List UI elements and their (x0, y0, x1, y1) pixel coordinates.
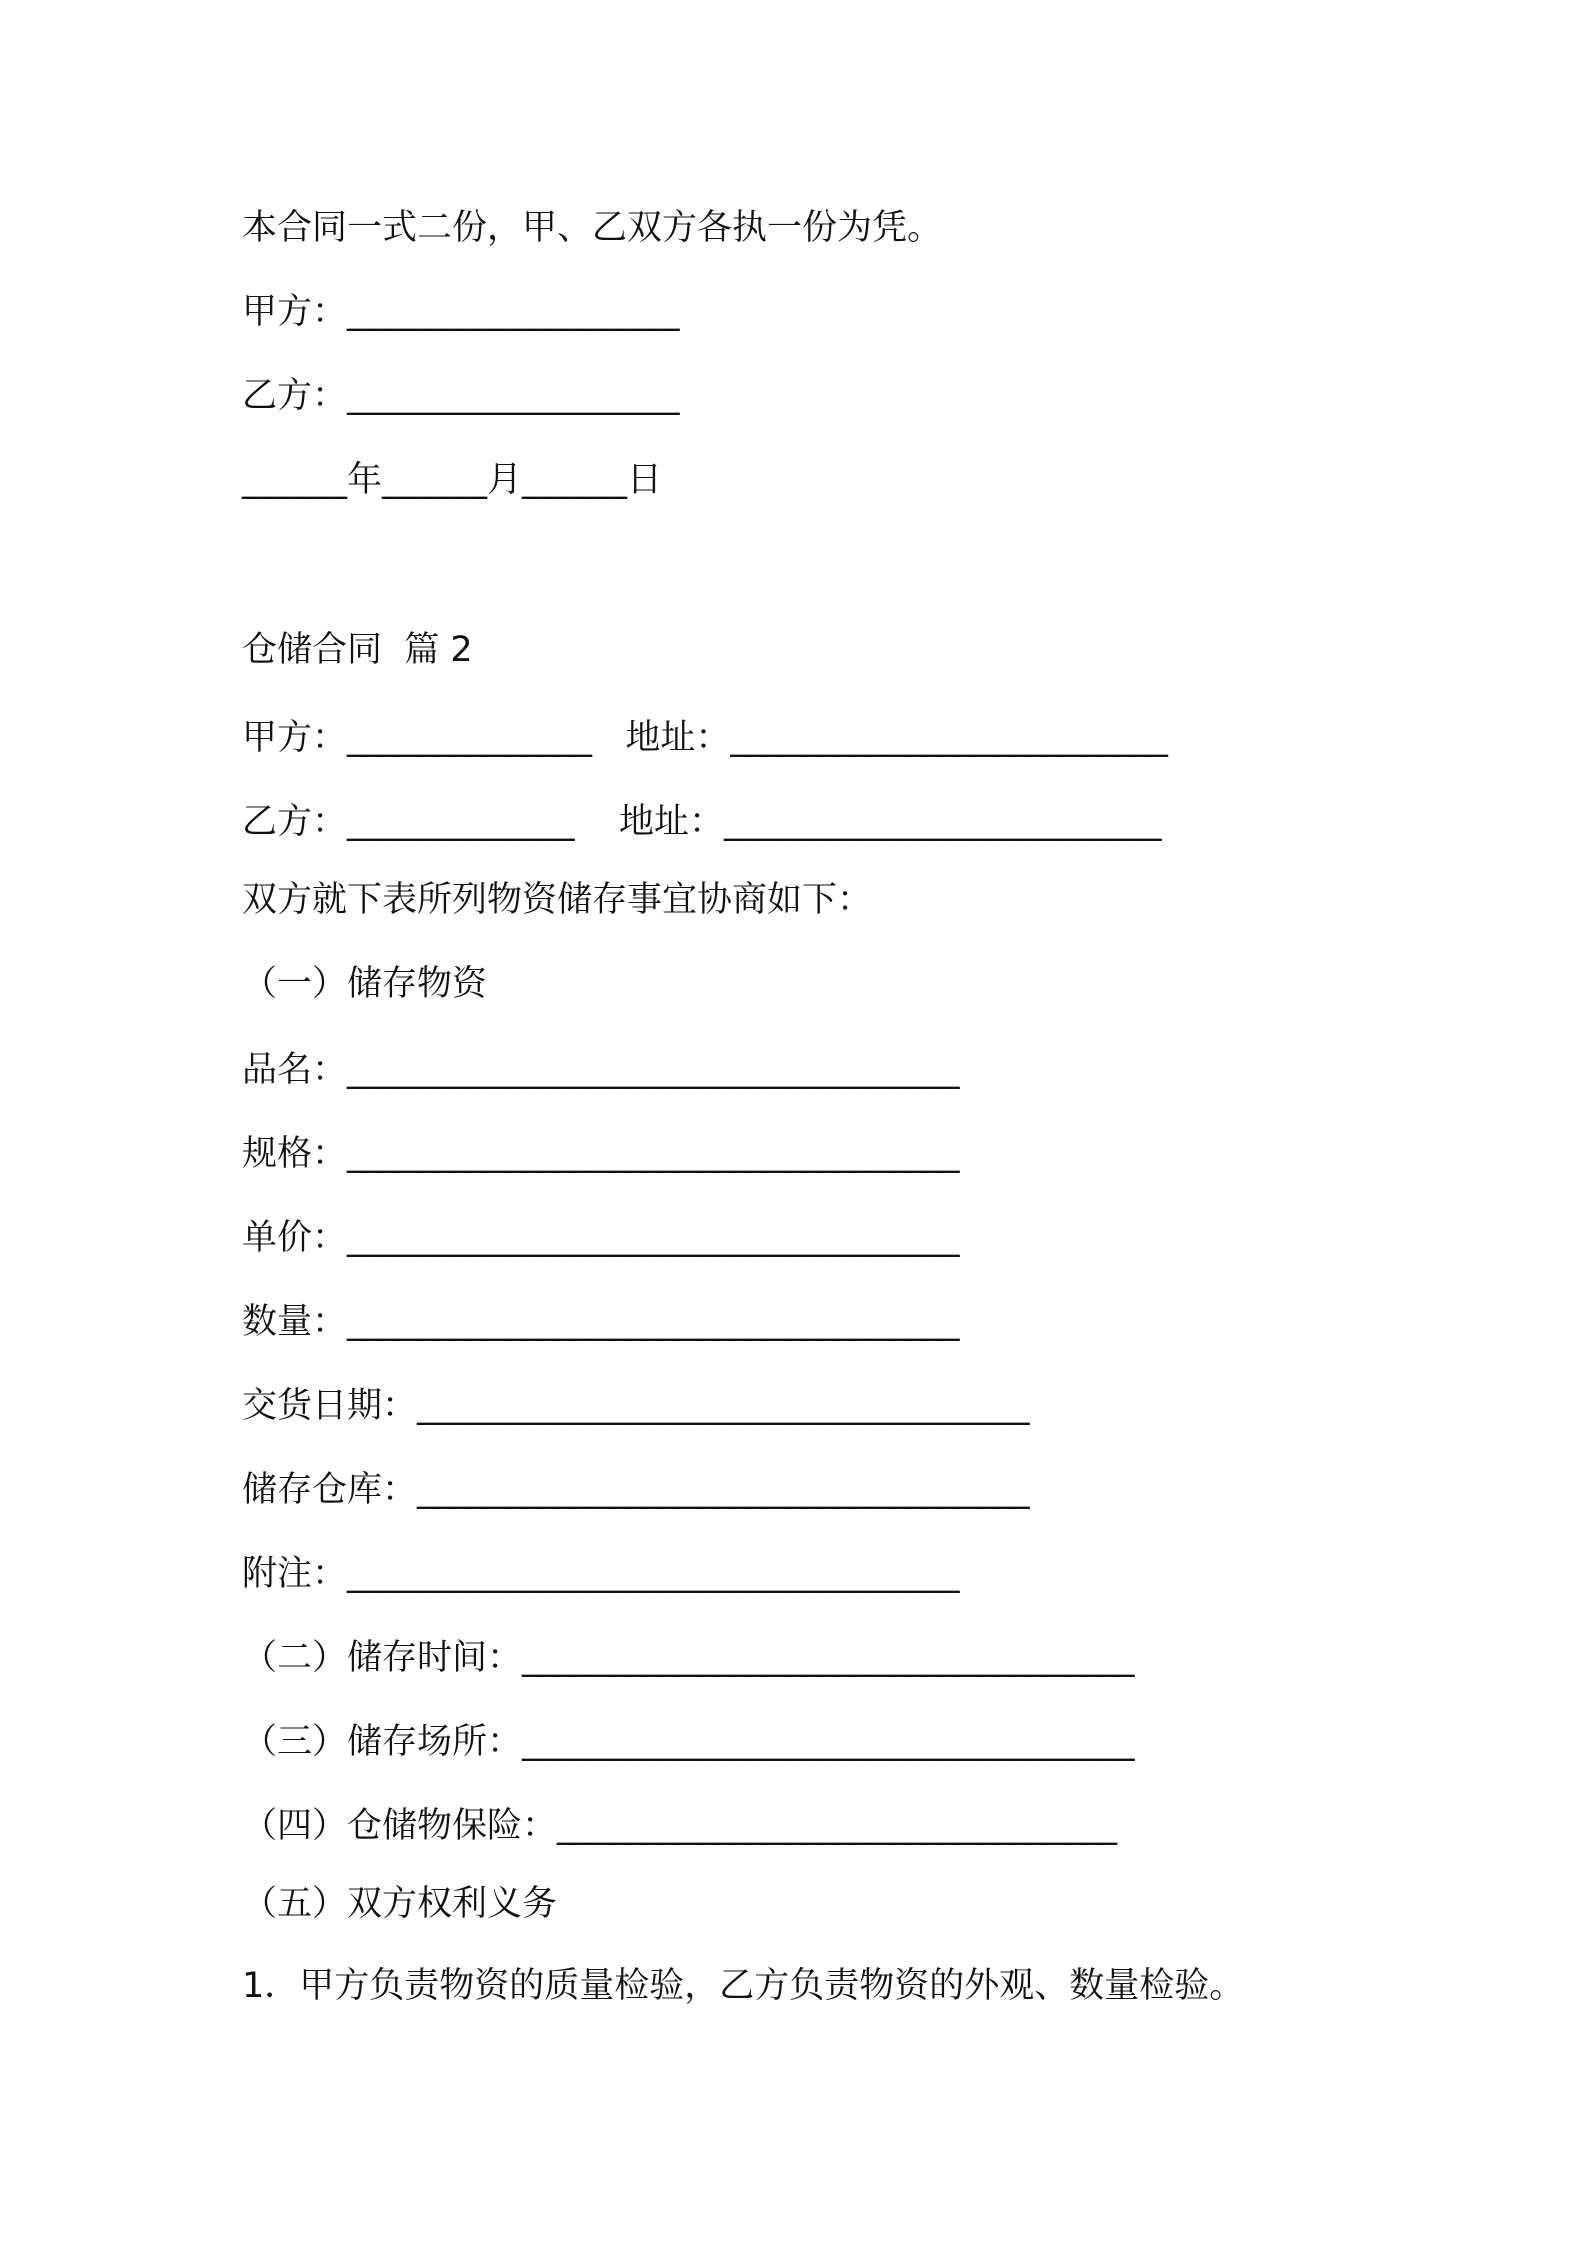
quantity-field: 数量：___________________________________ (242, 1302, 960, 1342)
section-3-storage-place: （三）储存场所：___________________________________ (242, 1722, 1135, 1762)
storage-warehouse-field: 储存仓库：___________________________________ (242, 1470, 1030, 1510)
clause-1: 1．甲方负责物资的质量检验，乙方负责物资的外观、数量检验。 (242, 1966, 1245, 2006)
contract-heading: 仓储合同 篇 2 (242, 630, 473, 670)
section-1-title: （一）储存物资 (242, 964, 488, 1004)
signing-date: ______年______月______日 (242, 460, 663, 500)
section-4-insurance: （四）仓储物保险：________________________________ (242, 1806, 1118, 1846)
remarks-field: 附注：___________________________________ (242, 1554, 960, 1594)
section-5-title: （五）双方权利义务 (242, 1884, 558, 1924)
delivery-date-field: 交货日期：___________________________________ (242, 1386, 1030, 1426)
party-b-signature: 乙方：___________________ (242, 376, 680, 416)
party-a-address-line: 甲方：______________ 地址：_________________________ (242, 718, 1168, 758)
specification-field: 规格：___________________________________ (242, 1134, 960, 1174)
product-name-field: 品名：___________________________________ (242, 1050, 960, 1090)
unit-price-field: 单价：___________________________________ (242, 1218, 960, 1258)
copies-clause: 本合同一式二份，甲、乙双方各执一份为凭。 (242, 208, 943, 248)
party-b-address-line: 乙方：_____________ 地址：_________________________ (242, 802, 1162, 842)
intro-text: 双方就下表所列物资储存事宜协商如下： (242, 880, 873, 920)
party-a-signature: 甲方：___________________ (242, 292, 680, 332)
section-2-storage-time: （二）储存时间：___________________________________ (242, 1638, 1135, 1678)
